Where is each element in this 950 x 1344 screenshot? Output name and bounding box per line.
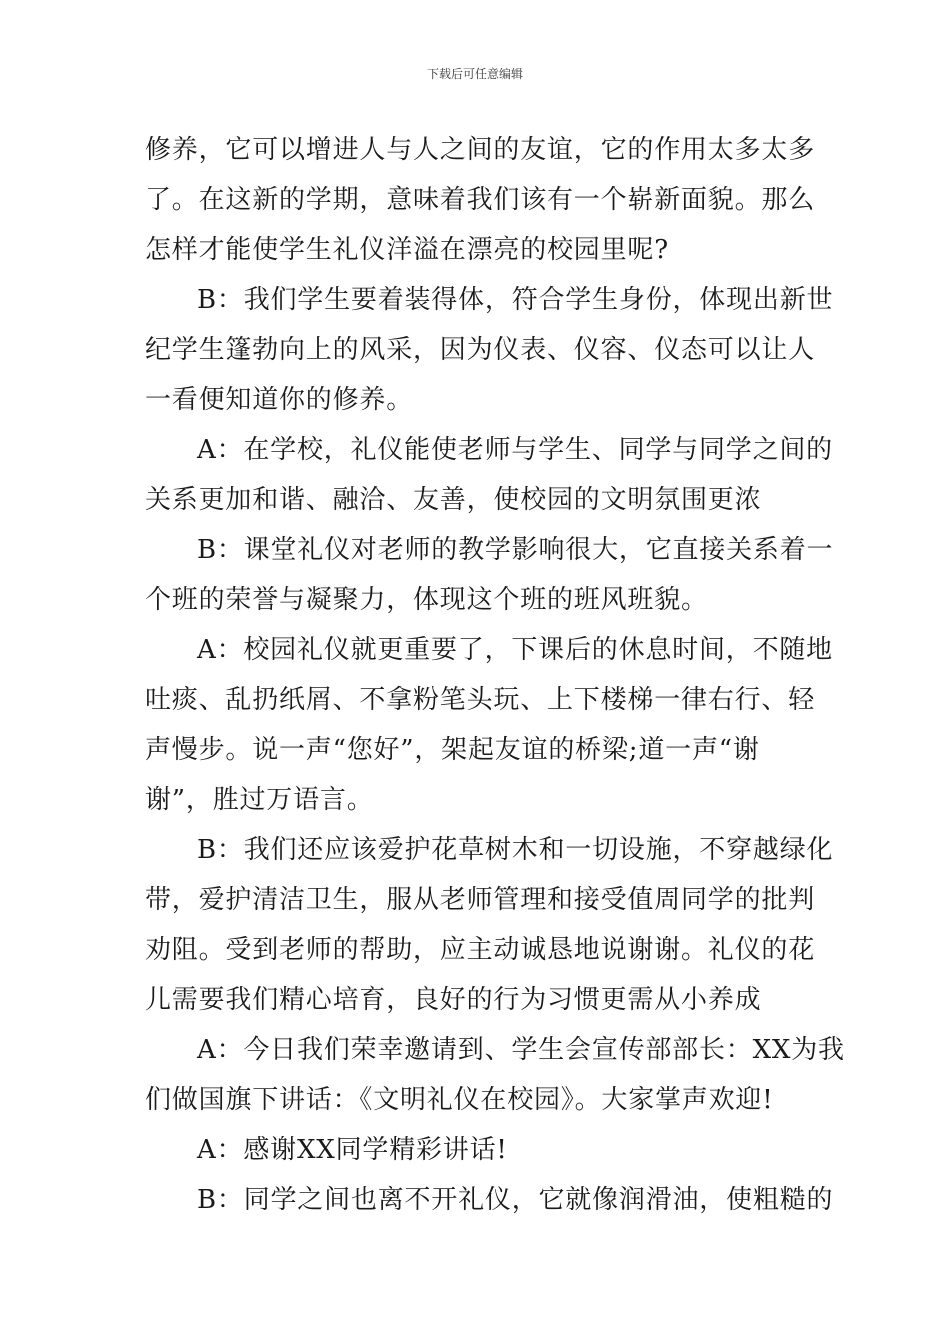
text-line: 儿需要我们精心培育，良好的行为习惯更需从小养成: [145, 985, 762, 1015]
text-line: 带，爱护清洁卫生，服从老师管理和接受值周同学的批判: [145, 885, 816, 915]
text-line: A：今日我们荣幸邀请到、学生会宣传部部长：XX为我: [197, 1035, 845, 1065]
text-line: 劝阻。受到老师的帮助，应主动诚恳地说谢谢。礼仪的花: [145, 935, 816, 965]
text-line: 谢”，胜过万语言。: [145, 785, 374, 815]
text-line: 了。在这新的学期，意味着我们该有一个崭新面貌。那么: [145, 185, 816, 215]
paragraph: [145, 1125, 810, 1175]
text-line: 个班的荣誉与凝聚力，体现这个班的班风班貌。: [145, 585, 708, 615]
text-line: 声慢步。说一声“您好”，架起友谊的桥梁;道一声“谢: [145, 735, 760, 765]
paragraph: [145, 125, 816, 275]
text-line: B：我们还应该爱护花草树木和一切设施，不穿越绿化: [197, 835, 834, 865]
page-header: 下载后可任意编辑: [426, 67, 523, 81]
text-line: A：在学校，礼仪能使老师与学生、同学与同学之间的: [197, 435, 833, 465]
paragraph: [145, 1175, 834, 1225]
text-line: 一看便知道你的修养。: [145, 385, 414, 415]
paragraph: [145, 825, 834, 1025]
paragraph: [145, 425, 833, 525]
paragraph: [145, 525, 834, 625]
text-line: A：感谢XX同学精彩讲话!: [197, 1135, 508, 1165]
text-line: B：课堂礼仪对老师的教学影响很大，它直接关系着一: [197, 535, 834, 565]
text-line: 怎样才能使学生礼仪洋溢在漂亮的校园里呢?: [145, 235, 669, 265]
text-line: A：校园礼仪就更重要了，下课后的休息时间，不随地: [197, 635, 833, 665]
paragraph: [145, 625, 833, 825]
text-line: 修养，它可以增进人与人之间的友谊，它的作用太多太多: [145, 135, 816, 165]
text-line: 纪学生篷勃向上的风采，因为仪表、仪容、仪态可以让人: [145, 335, 816, 365]
paragraph: [145, 1025, 845, 1125]
text-line: 们做国旗下讲话：《文明礼仪在校园》。大家掌声欢迎!: [145, 1085, 774, 1115]
text-line: 关系更加和谐、融洽、友善，使校园的文明氛围更浓: [145, 485, 762, 515]
text-line: 吐痰、乱扔纸屑、不拿粉笔头玩、上下楼梯一律右行、轻: [145, 685, 816, 715]
text-line: B：我们学生要着装得体，符合学生身份，体现出新世: [197, 285, 834, 315]
text-line: B：同学之间也离不开礼仪，它就像润滑油，使粗糙的: [197, 1185, 834, 1215]
paragraph: [145, 275, 834, 425]
document-body: [145, 125, 845, 1225]
